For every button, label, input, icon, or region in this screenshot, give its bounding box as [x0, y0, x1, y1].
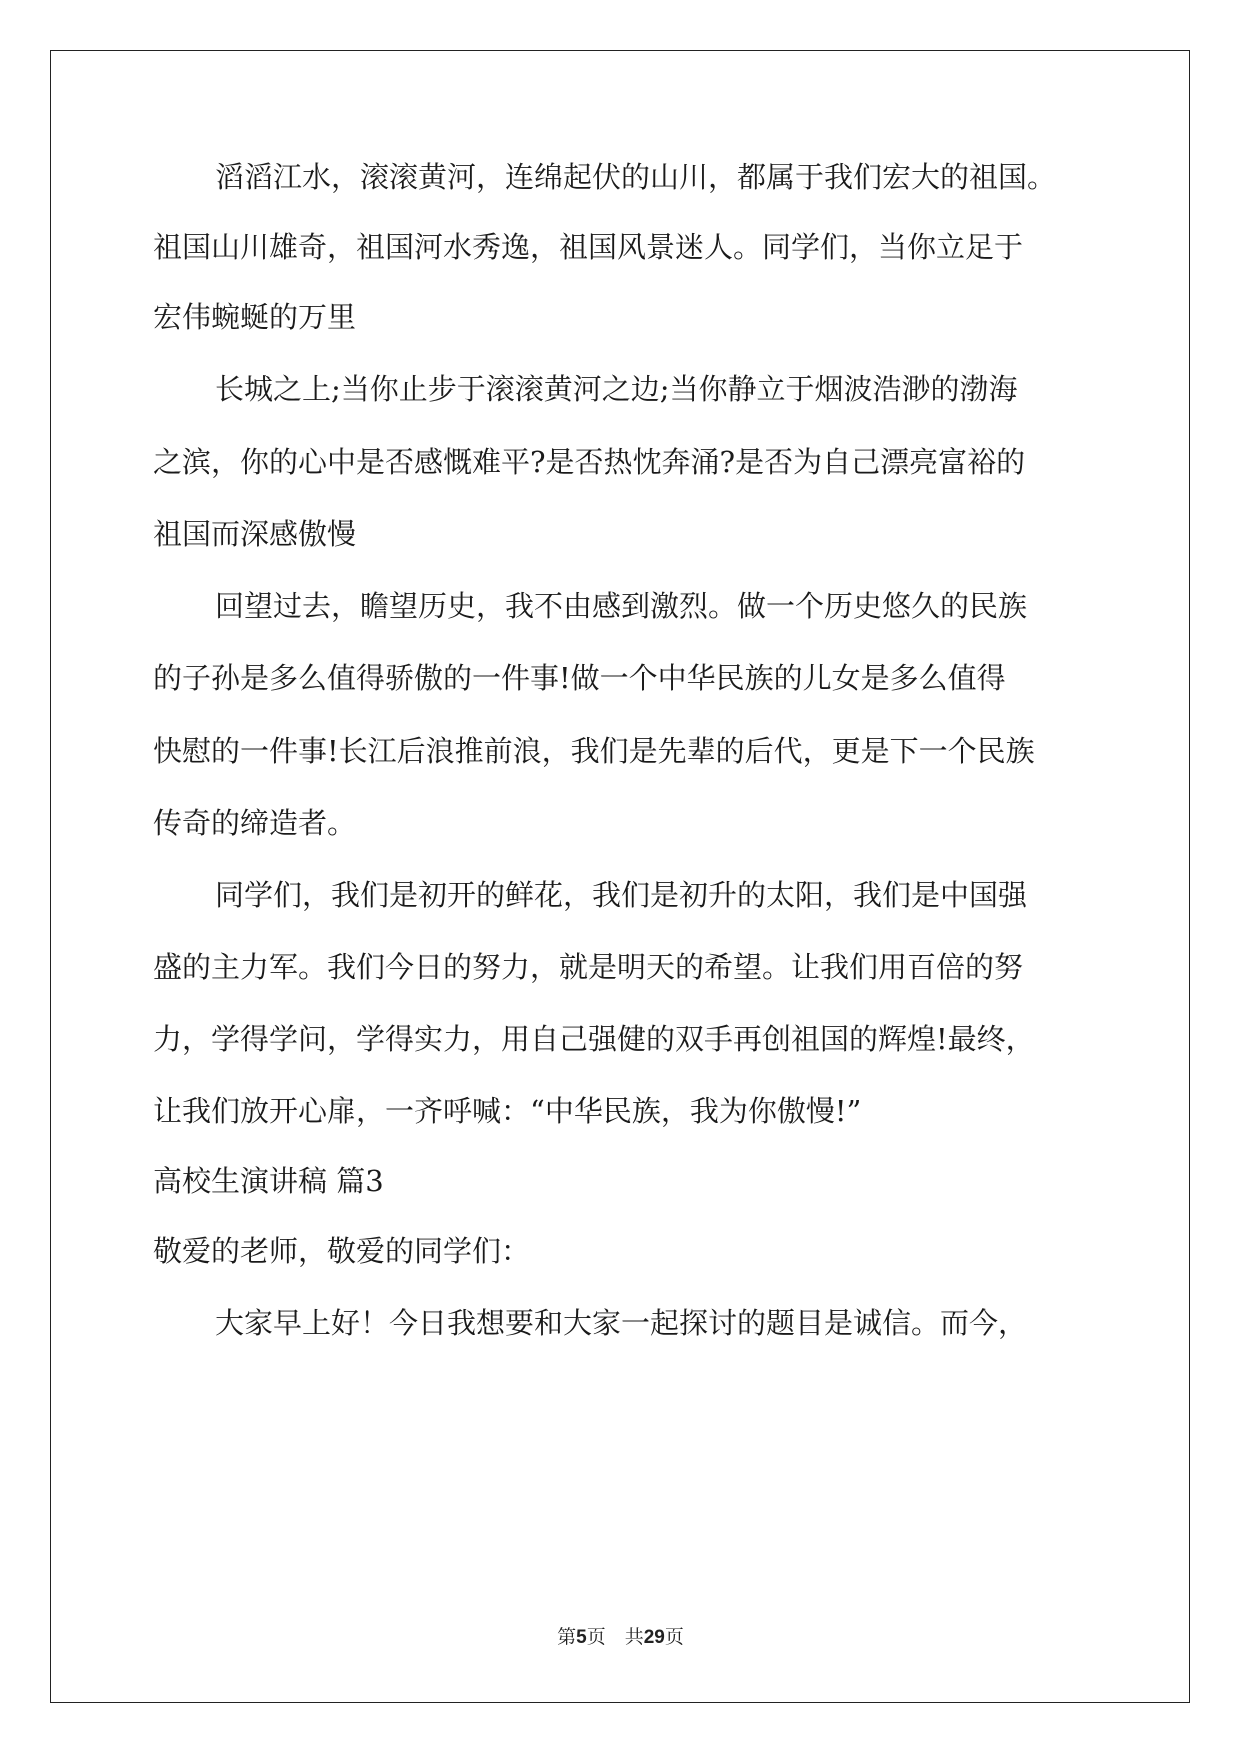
section-title: 高校生演讲稿 篇3: [153, 1164, 384, 1198]
footer-suffix: 页: [664, 1626, 684, 1648]
page-border: [50, 50, 1190, 1703]
text-line: 长城之上;当你止步于滚滚黄河之边;当你静立于烟波浩渺的渤海: [215, 372, 1018, 406]
text-line: 祖国而深感傲慢: [153, 517, 357, 551]
text-line: 宏伟蜿蜒的万里: [153, 300, 357, 334]
text-line: 传奇的缔造者。: [153, 806, 357, 840]
text-line: 祖国山川雄奇，祖国河水秀逸，祖国风景迷人。同学们，当你立足于: [153, 230, 1024, 264]
text-line: 大家早上好！今日我想要和大家一起探讨的题目是诚信。而今，: [215, 1306, 1028, 1340]
greeting: 敬爱的老师，敬爱的同学们：: [153, 1234, 531, 1268]
current-page-number: 5: [576, 1627, 587, 1648]
text-line: 让我们放开心扉，一齐呼喊：“中华民族，我为你傲慢!”: [153, 1094, 862, 1128]
text-line: 盛的主力军。我们今日的努力，就是明天的希望。让我们用百倍的努: [153, 950, 1024, 984]
text-line: 的子孙是多么值得骄傲的一件事!做一个中华民族的儿女是多么值得: [153, 661, 1006, 695]
text-line: 快慰的一件事!长江后浪推前浪，我们是先辈的后代，更是下一个民族: [153, 734, 1035, 768]
footer-mid: 页 共: [586, 1626, 644, 1648]
text-line: 同学们，我们是初开的鲜花，我们是初升的太阳，我们是中国强: [215, 878, 1028, 912]
text-line: 回望过去，瞻望历史，我不由感到激烈。做一个历史悠久的民族: [215, 589, 1028, 623]
text-line: 滔滔江水，滚滚黄河，连绵起伏的山川，都属于我们宏大的祖国。: [215, 160, 1057, 194]
text-line: 之滨，你的心中是否感慨难平?是否热忱奔涌?是否为自己漂亮富裕的: [153, 445, 1026, 479]
total-page-count: 29: [643, 1627, 665, 1648]
footer-prefix: 第: [557, 1626, 577, 1648]
page-footer: [0, 1622, 1241, 1649]
text-line: 力，学得学问，学得实力，用自己强健的双手再创祖国的辉煌!最终，: [153, 1022, 1035, 1056]
